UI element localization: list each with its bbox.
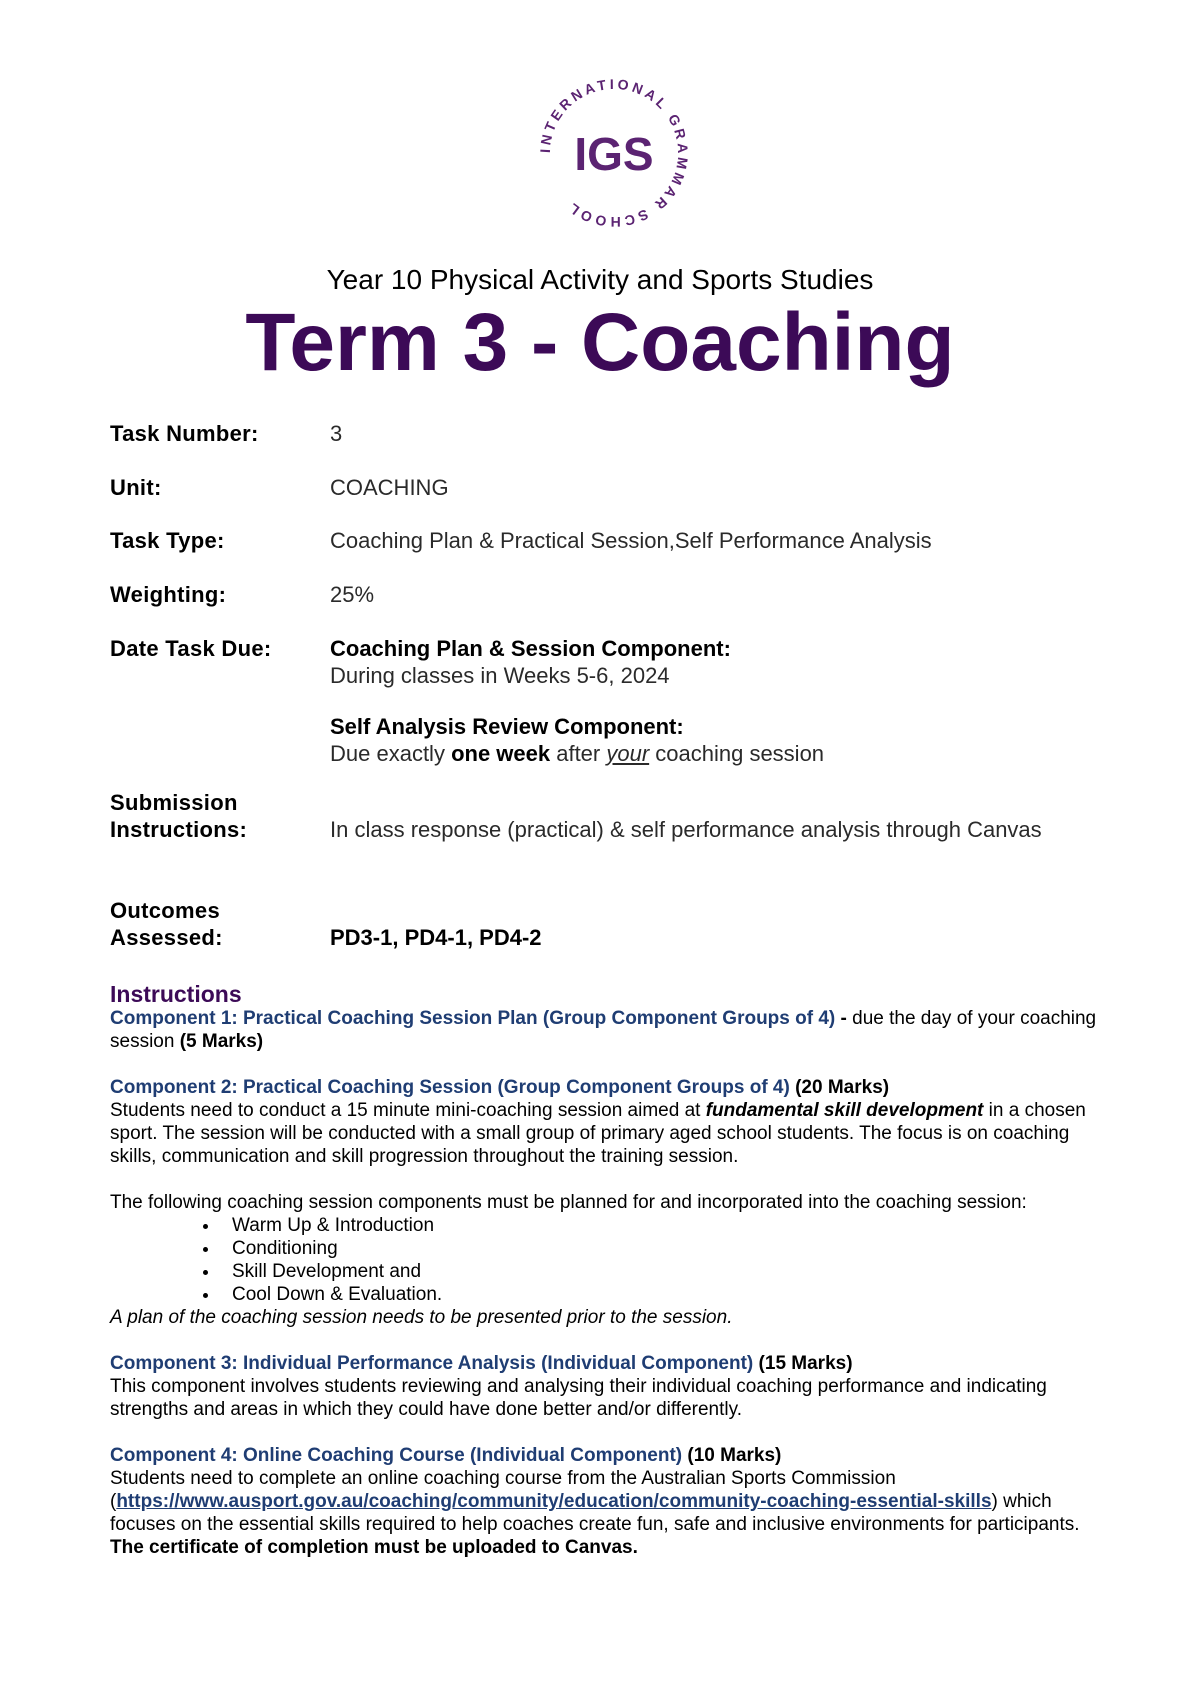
component-4-title: Component 4: Online Coaching Course (Individual Component) [110, 1445, 683, 1466]
component-2-list-intro: The following coaching session components must be planned for and incorporated into the coaching session: [110, 1192, 1027, 1213]
component-2-title: Component 2: Practical Coaching Session (Group Component Groups of 4) [110, 1077, 790, 1098]
component-1-text: due the day of your coaching session [110, 1008, 1097, 1052]
logo-center-text: IGS [574, 128, 654, 180]
list-item: • Skill Development and [220, 1260, 1100, 1283]
due-heading-analysis: Self Analysis Review Component: [330, 714, 684, 739]
component-2-marks: (20 Marks) [789, 1077, 890, 1098]
task-number-label: Task Number: [110, 421, 259, 446]
list-item: • Cool Down & Evaluation. [220, 1283, 1100, 1306]
outcomes-label: Outcomes Assessed: [110, 898, 223, 950]
component-4 [110, 1444, 1100, 1559]
school-logo [533, 72, 695, 234]
list-item: • Warm Up & Introduction [220, 1214, 1100, 1237]
component-4-text: Students need to complete an online coaching course from the Australian Sports Commission (https://www.ausport.gov.au/coaching/community/education/community-coaching-essential-skills) which focuses on the essential skills required to help coaches create fun, safe and inclusive environments for participants. The certificate of completion must be uploaded to Canvas. [110, 1468, 1080, 1558]
unit-label: Unit: [110, 475, 162, 500]
component-3-title: Component 3: Individual Performance Analysis (Individual Component) [110, 1353, 754, 1374]
logo-ring-text: INTERNATIONAL GRAMMAR SCHOOL [536, 75, 692, 231]
unit-value: COACHING [330, 475, 449, 500]
task-type-label: Task Type: [110, 528, 225, 553]
due-heading-plan: Coaching Plan & Session Component: [330, 636, 731, 661]
component-1: Component 1: Practical Coaching Session Plan (Group Component Groups of 4) - due the day of your coaching session (5 Marks) [110, 1008, 1097, 1052]
task-type-value: Coaching Plan & Practical Session,Self Performance Analysis [330, 528, 932, 553]
date-due-label: Date Task Due: [110, 636, 272, 661]
submission-value: In class response (practical) & self performance analysis through Canvas [330, 817, 1042, 842]
component-4-marks: (10 Marks) [682, 1445, 782, 1466]
list-item: • Conditioning [220, 1237, 1100, 1260]
page-title: Term 3 - Coaching [245, 297, 955, 388]
component-3-text: This component involves students reviewing and analysing their individual coaching performance and indicating strengths and areas in which they could have done better and/or differently. [110, 1376, 1047, 1420]
submission-label: Submission Instructions: [110, 790, 248, 842]
date-due-value [330, 635, 1110, 767]
instructions-heading: Instructions [110, 981, 242, 1007]
igs-logo-icon [533, 72, 695, 234]
outcomes-value: PD3-1, PD4-1, PD4-2 [330, 925, 542, 950]
instructions-section [110, 983, 1100, 1582]
component-2-note: A plan of the coaching session needs to be presented prior to the session. [110, 1307, 733, 1328]
component-2 [110, 1076, 1100, 1329]
ausport-course-link[interactable]: https://www.ausport.gov.au/coaching/community/education/community-coaching-essential-skills [116, 1491, 992, 1512]
due-text-plan: During classes in Weeks 5-6, 2024 [330, 663, 670, 688]
weighting-value: 25% [330, 582, 375, 607]
task-number-value: 3 [330, 421, 343, 446]
component-1-marks: (5 Marks) [179, 1031, 264, 1052]
weighting-label: Weighting: [110, 582, 227, 607]
course-subtitle: Year 10 Physical Activity and Sports Studies [326, 264, 874, 295]
component-3-marks: (15 Marks) [753, 1353, 853, 1374]
due-text-analysis: Due exactly one week after your coaching session [330, 741, 825, 766]
component-2-list [110, 1214, 1100, 1306]
component-1-title: Component 1: Practical Coaching Session Plan (Group Component Groups of 4) [110, 1008, 836, 1029]
component-3 [110, 1352, 1100, 1421]
component-2-text: Students need to conduct a 15 minute mini-coaching session aimed at fundamental skill development in a chosen sport. The session will be conducted with a small group of primary aged school students. The focus is on coaching skills, communication and skill progression throughout the training session. [110, 1100, 1086, 1167]
